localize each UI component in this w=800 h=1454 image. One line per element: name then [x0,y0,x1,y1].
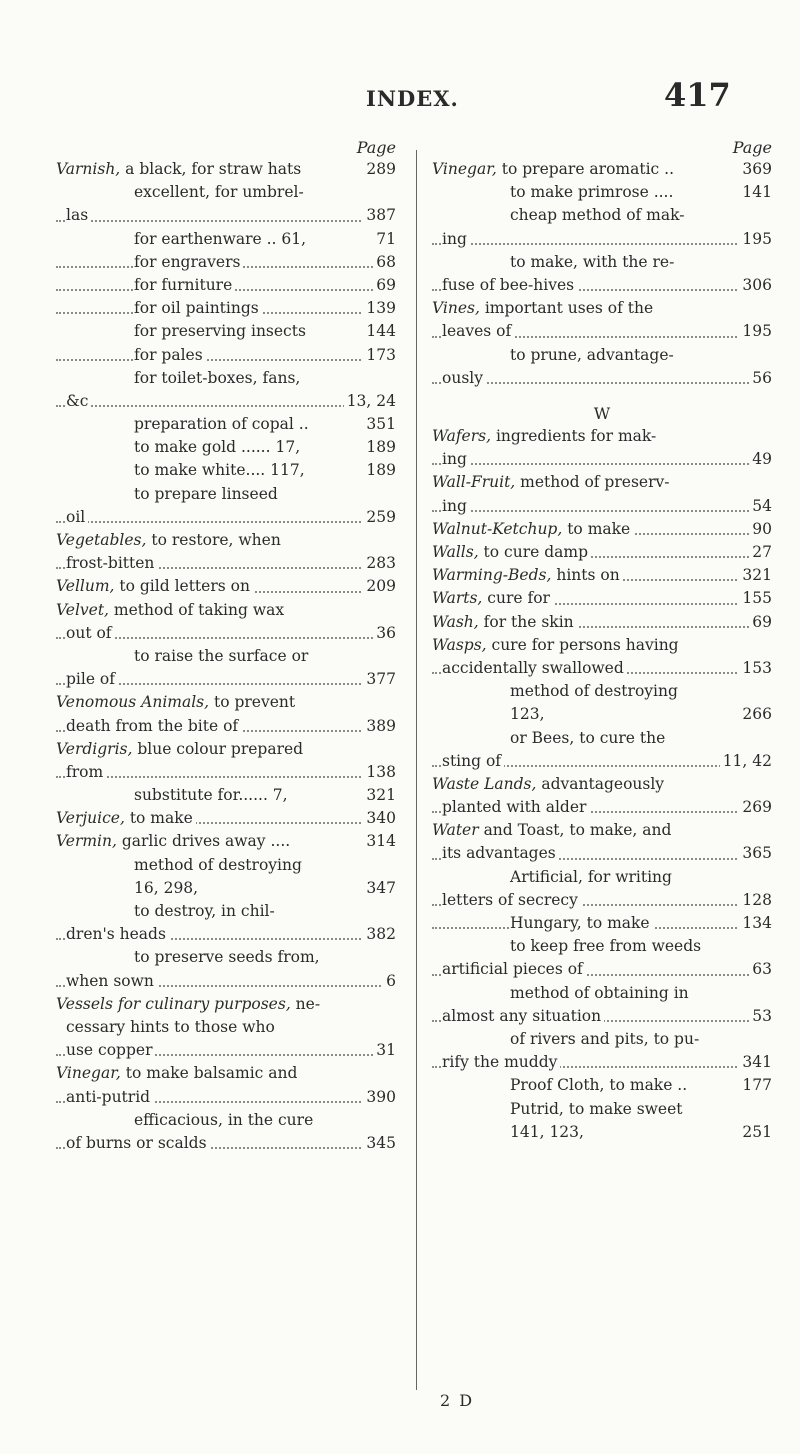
entry-keyword: Walnut-Ketchup, [432,519,563,538]
index-entry [432,204,772,227]
entry-text: anti-putrid [66,1088,153,1106]
entry-text: Walnut-Ketchup, to make [432,520,633,538]
entry-page-ref: 390 [363,1086,396,1109]
index-entry [432,1098,772,1121]
index-entry [56,506,396,529]
index-entry [432,912,772,935]
entry-text: Warts, cure for [432,589,553,607]
section-letter: W [593,403,611,423]
entry-text: Vessels for culinary purposes, ne- [56,995,323,1013]
entry-text: Walls, to cure damp [432,543,591,561]
entry-page-ref: 141 [739,181,772,204]
entry-page-ref: 347 [363,877,396,900]
entry-keyword: Vinegar, [432,160,497,178]
page-column-label: Page [732,138,772,157]
entry-page-ref: 56 [749,367,772,390]
entry-text: sting of [442,752,504,770]
index-entry [56,1039,396,1062]
index-entry [56,344,396,367]
entry-text: to raise the surface or [134,647,311,665]
index-entry [432,657,772,680]
index-entry [432,344,772,367]
entry-text: Velvet, method of taking wax [56,601,287,619]
entry-page-ref: 209 [363,575,396,598]
index-entry [432,1074,772,1097]
index-entry [56,807,396,830]
entry-keyword: Vermin, [56,832,117,851]
entry-page-ref: 11, 42 [720,750,772,773]
entry-text: rify the muddy [442,1053,560,1071]
entry-keyword: Wasps, [432,635,487,654]
entry-text: or Bees, to cure the [510,729,668,747]
entry-text: use copper [66,1041,155,1059]
entry-page-ref: 365 [739,842,772,865]
entry-text: las [66,206,91,224]
running-head: INDEX. [366,86,459,111]
entry-text: cessary hints to those who [66,1018,278,1036]
index-entry [432,750,772,773]
index-entry [432,727,772,750]
entry-text: efficacious, in the cure [134,1111,316,1129]
index-entry [56,483,396,506]
index-entry [56,645,396,668]
entry-page-ref: 382 [363,923,396,946]
index-entry [56,715,396,738]
entry-keyword: Walls, [432,543,479,561]
index-entry [432,889,772,912]
entry-text: to keep free from weeds [510,937,704,955]
entry-text: of rivers and pits, to pu- [510,1030,702,1048]
left-column [56,138,396,1155]
entry-text: Proof Cloth, to make .. [510,1076,690,1094]
index-entry [56,830,396,853]
entry-text: when sown [66,972,157,990]
entry-page-ref: 138 [363,761,396,784]
index-entry [432,842,772,865]
entry-text: death from the bite of [66,717,241,735]
index-entry [432,796,772,819]
entry-keyword: Warming-Beds, [432,566,552,585]
index-entry [56,1086,396,1109]
index-entry [56,367,396,390]
entry-text: its advantages [442,844,559,862]
entry-page-ref: 314 [363,830,396,853]
index-entry [56,529,396,552]
entry-text: ing [442,230,470,248]
index-entry [432,471,772,494]
entry-keyword: Verdigris, [56,739,133,758]
entry-text: ing [442,497,470,515]
index-entry [432,611,772,634]
entry-text: Wall-Fruit, method of preserv- [432,473,672,491]
entry-page-ref: 53 [749,1005,772,1028]
index-entry [432,251,772,274]
entry-page-ref: 377 [363,668,396,691]
index-entry [432,935,772,958]
index-entry [432,228,772,251]
entry-page-ref: 68 [373,251,396,274]
index-entry [432,320,772,343]
entry-keyword: Varnish, [56,160,121,178]
index-entry [432,958,772,981]
right-entries [432,158,772,1144]
index-entry [432,866,772,889]
entry-page-ref: 144 [363,320,396,343]
entry-text: Artificial, for writing [510,868,675,886]
index-entry [432,564,772,587]
entry-text: method of destroying [510,682,681,700]
entry-page-ref: 189 [363,459,396,482]
entry-text: to prepare linseed [134,485,281,503]
index-entry [56,599,396,622]
index-entry [56,923,396,946]
entry-text: ing [442,450,470,468]
entry-page-ref: 173 [363,344,396,367]
entry-text: to make primrose .... [510,183,676,201]
entry-keyword: Waste Lands, [432,774,537,793]
entry-text: fuse of bee-hives [442,276,577,294]
entry-page-ref: 389 [363,715,396,738]
entry-text: to preserve seeds from, [134,948,323,966]
entry-page-ref: 27 [749,541,772,564]
entry-page-ref: 306 [739,274,772,297]
entry-keyword: Wafers, [432,427,492,446]
entry-page-ref: 90 [749,518,772,541]
entry-text: substitute for...... 7, [134,786,291,804]
entry-text: Verjuice, to make [56,809,196,827]
index-entry [56,877,396,900]
index-entry [432,518,772,541]
entry-text: for earthenware .. 61, [134,230,309,248]
column-divider [416,150,417,1390]
index-entry [432,1028,772,1051]
entry-keyword: Velvet, [56,600,109,619]
entry-text: Venomous Animals, to prevent [56,693,298,711]
entry-text: for engravers [134,253,243,271]
index-entry [56,158,396,181]
entry-text: cheap method of mak- [510,206,687,224]
page-number: 417 [664,76,731,114]
entry-text: to prune, advantage- [510,346,677,364]
index-entry [56,1016,396,1039]
left-entries [56,158,396,1155]
entry-page-ref: 189 [363,436,396,459]
entry-text: Water and Toast, to make, and [432,821,674,839]
entry-text: Vellum, to gild letters on [56,577,253,595]
entry-text: to make gold ...... 17, [134,438,303,456]
entry-page-ref: 177 [739,1074,772,1097]
entry-text: Vinegar, to make balsamic and [56,1064,300,1082]
entry-page-ref: 340 [363,807,396,830]
entry-text: planted with alder [442,798,589,816]
index-entry [432,367,772,390]
entry-page-ref: 36 [373,622,396,645]
entry-page-ref: 251 [739,1121,772,1144]
entry-page-ref: 153 [739,657,772,680]
entry-text: pile of [66,670,118,688]
entry-text: 16, 298, [134,879,201,897]
entry-text: for oil paintings [134,299,262,317]
index-entry [432,634,772,657]
entry-text: dren's heads [66,925,169,943]
index-entry [56,436,396,459]
entry-page-ref: 321 [363,784,396,807]
index-entry [56,668,396,691]
entry-page-ref: 63 [749,958,772,981]
entry-page-ref: 31 [373,1039,396,1062]
index-entry [56,854,396,877]
entry-page-ref: 283 [363,552,396,575]
index-entry [56,761,396,784]
entry-keyword: Water [432,821,479,840]
index-entry [432,680,772,703]
index-entry [56,320,396,343]
entry-text: Varnish, a black, for straw hats [56,160,304,178]
index-entry [432,448,772,471]
entry-page-ref: 289 [363,158,396,181]
entry-page-ref: 351 [363,413,396,436]
index-entry [56,1062,396,1085]
entry-text: 123, [510,705,548,723]
entry-page-ref: 269 [739,796,772,819]
entry-page-ref: 321 [739,564,772,587]
entry-text: for pales [134,346,206,364]
index-entry [432,425,772,448]
index-entry [56,691,396,714]
entry-text: Verdigris, blue colour prepared [56,740,306,758]
entry-keyword: Vines, [432,299,480,318]
entry-page-ref: 6 [383,970,396,993]
index-entry [432,587,772,610]
entry-page-ref: 71 [373,228,396,251]
entry-page-ref: 266 [739,703,772,726]
entry-keyword: Vessels for culinary purposes, [56,994,291,1013]
index-entry [56,622,396,645]
entry-text: artificial pieces of [442,960,586,978]
entry-text: Vegetables, to restore, when [56,531,284,549]
entry-text: 141, 123, [510,1123,587,1141]
entry-keyword: Verjuice, [56,809,125,828]
entry-text: of burns or scalds [66,1134,210,1152]
entry-text: Wasps, cure for persons having [432,636,682,654]
index-entry [56,1132,396,1155]
entry-text: preparation of copal .. [134,415,312,433]
entry-page-ref: 369 [739,158,772,181]
entry-page-ref: 345 [363,1132,396,1155]
entry-page-ref: 134 [739,912,772,935]
entry-keyword: Vellum, [56,577,115,596]
entry-keyword: Vinegar, [56,1064,121,1083]
entry-text: accidentally swallowed [442,659,627,677]
entry-text: Warming-Beds, hints on [432,566,623,584]
index-entry [432,181,772,204]
index-entry [56,970,396,993]
entry-text: frost-bitten [66,554,157,572]
index-entry [56,251,396,274]
entry-page-ref: 128 [739,889,772,912]
entry-text: Vinegar, to prepare aromatic .. [432,160,677,178]
entry-text: to make white.... 117, [134,461,308,479]
index-entry [432,982,772,1005]
index-entry [432,297,772,320]
entry-text: Vines, important uses of the [432,299,656,317]
entry-page-ref: 195 [739,320,772,343]
entry-text: Wafers, ingredients for mak- [432,427,659,445]
entry-text: ously [442,369,486,387]
signature-mark: 2 D [440,1391,475,1410]
index-entry [56,204,396,227]
entry-page-ref: 341 [739,1051,772,1074]
entry-text: &c [66,392,91,410]
entry-text: excellent, for umbrel- [134,183,307,201]
index-entry [56,784,396,807]
entry-page-ref: 387 [363,204,396,227]
index-entry [432,1121,772,1144]
entry-text: for furniture [134,276,235,294]
index-entry [56,413,396,436]
entry-text: method of obtaining in [510,984,692,1002]
index-entry [432,1005,772,1028]
index-entry [56,946,396,969]
index-entry [432,495,772,518]
index-entry [56,993,396,1016]
index-entry [432,274,772,297]
entry-keyword: Warts, [432,589,483,608]
index-entry [56,900,396,923]
index-entry [432,158,772,181]
entry-text: Waste Lands, advantageously [432,775,667,793]
entry-page-ref: 195 [739,228,772,251]
entry-text: to make, with the re- [510,253,677,271]
entry-page-ref: 69 [373,274,396,297]
index-entry [432,541,772,564]
index-entry [432,703,772,726]
right-column [432,138,772,1144]
index-entry [56,274,396,297]
entry-text: for toilet-boxes, fans, [134,369,303,387]
entry-text: leaves of [442,322,514,340]
entry-keyword: Wall-Fruit, [432,473,516,492]
entry-page-ref: 69 [749,611,772,634]
entry-keyword: Venomous Animals, [56,693,210,712]
entry-page-ref: 155 [739,587,772,610]
entry-text: almost any situation [442,1007,604,1025]
entry-page-ref: 139 [363,297,396,320]
entry-keyword: Vegetables, [56,531,147,549]
index-entry [56,552,396,575]
entry-text: to destroy, in chil- [134,902,278,920]
entry-page-ref: 49 [749,448,772,471]
entry-text: Vermin, garlic drives away .... [56,832,293,850]
index-entry [432,773,772,796]
entry-text: letters of secrecy [442,891,581,909]
entry-text: Putrid, to make sweet [510,1100,686,1118]
entry-page-ref: 13, 24 [344,390,396,413]
entry-text: oil [66,508,88,526]
index-entry [56,459,396,482]
index-entry [56,390,396,413]
page-column-label: Page [356,138,396,157]
entry-text: Wash, for the skin [432,613,577,631]
index-entry [432,819,772,842]
index-entry [56,181,396,204]
entry-text: method of destroying [134,856,305,874]
entry-text: for preserving insects [134,322,309,340]
entry-text: out of [66,624,115,642]
index-entry [56,1109,396,1132]
index-entry [432,1051,772,1074]
index-entry [56,738,396,761]
entry-keyword: Wash, [432,612,479,631]
entry-page-ref: 259 [363,506,396,529]
entry-text: Hungary, to make [510,914,653,932]
index-entry [56,228,396,251]
entry-text: from [66,763,106,781]
index-entry [56,297,396,320]
index-entry [56,575,396,598]
entry-page-ref: 54 [749,495,772,518]
